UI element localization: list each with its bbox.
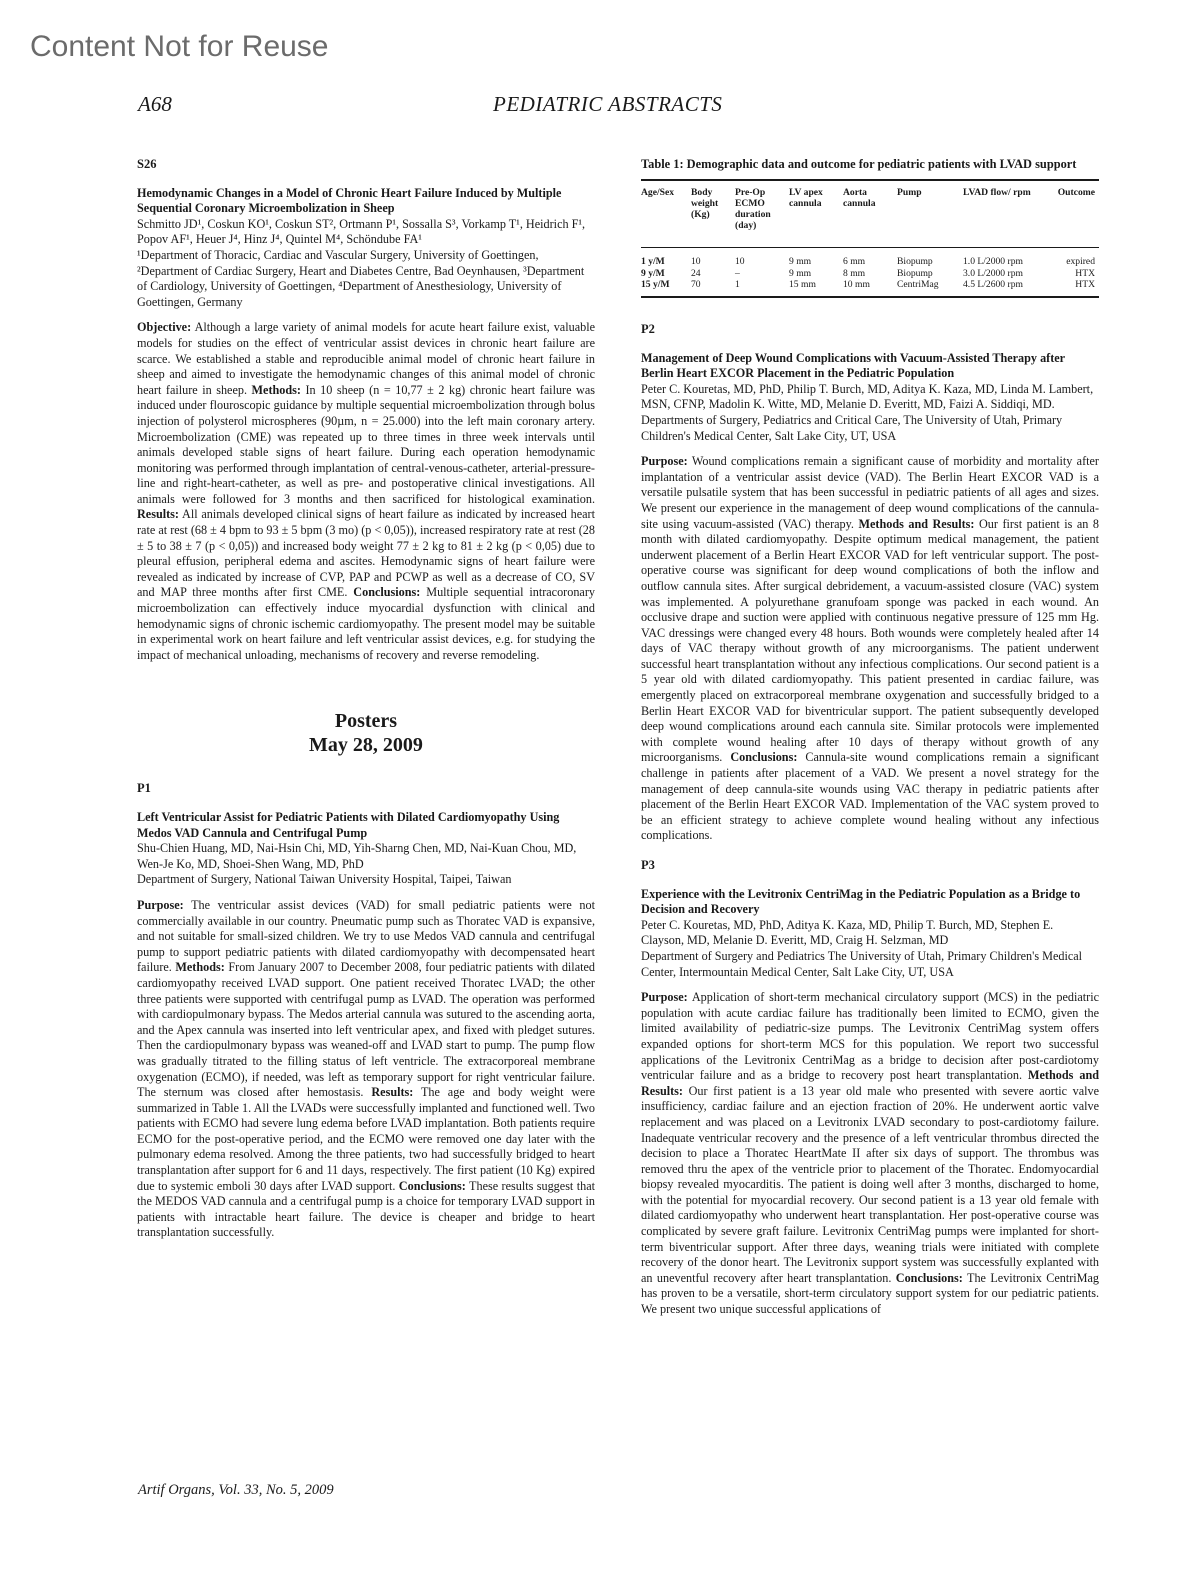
- conclusions-text: These results suggest that the MEDOS VAD cannula and a centrifugal pump is a choice for temporary LVAD support in patients with intractable heart failure. The device is cheaper and bridge to heart transplantation successfully.: [137, 1178, 595, 1240]
- table-cell: 1.0 L/2000 rpm: [963, 256, 1023, 268]
- abstract-affiliations: Department of Surgery and Pediatrics The University of Utah, Primary Children's Medical Center, Intermountain Medical Center, Salt Lake City, UT, USA: [641, 948, 1083, 979]
- posters-date: May 28, 2009: [309, 734, 423, 757]
- abstract-affiliations: Department of Surgery, National Taiwan University Hospital, Taipei, Taiwan: [137, 872, 512, 887]
- table-row: [641, 279, 1099, 297]
- conclusions-label: Conclusions:: [353, 585, 421, 600]
- table-cell: 10: [735, 256, 745, 268]
- table-cell: –: [735, 267, 740, 279]
- table-cell: expired: [1066, 256, 1095, 268]
- results-text: The age and body weight were summarized in Table 1. All the LVADs were successfully implanted and functioned well. Two patients with ECMO had severe lung edema before LVAD implantation. Both patients require ECMO for the post-operative period, and the ECMO were removed one day later with the pulmonary edema resolved. Among the three patients, two had successfully bridged to heart transplantation after support for 6 and 11 days, respectively. The first patient (10 Kg) expired due to systemic emboli 30 days after LVAD support.: [137, 1085, 595, 1193]
- conclusions-text: The Levitronix CentriMag has proven to be a versatile, short-term circulatory support system for our pediatric patients. We present two unique successful applications of: [641, 1270, 1100, 1317]
- purpose-text: Wound complications remain a significant cause of morbidity and mortality after implantation of a ventricular assist device (VAD). The Berlin Heart EXCOR VAD is a versatile pulsatile system that has been successful in pediatric patients of all ages and sizes. We present our experience in the management of deep wound complications of the cannula-site using vacuum-assisted (VAC) therapy.: [641, 454, 1099, 531]
- table-cell: Biopump: [897, 267, 933, 279]
- posters-title: Posters: [334, 710, 398, 733]
- abstract-id: S26: [137, 157, 157, 171]
- table-cell: 10 mm: [843, 278, 870, 290]
- table-header-row: [641, 180, 1099, 248]
- table-cell: 8 mm: [843, 267, 866, 279]
- table-cell: 9 mm: [789, 267, 812, 279]
- abstract-body: [137, 898, 595, 1241]
- purpose-text: Application of short-term mechanical circulatory support (MCS) in the pediatric population with acute cardiac failure has traditionally been limited to ECMO, given the limited availability of pediatric-size pumps. The Levitronix CentriMag system offers expanded options for short-term MCS for this population. We report two successful applications of the Levitronix CentriMag as a bridge to decision after post-cardiotomy ventricular failure and as a bridge to recovery post heart transplantation.: [641, 990, 1099, 1083]
- abstract-p1: [137, 781, 595, 1241]
- table-cell: 15 mm: [789, 278, 816, 290]
- conclusions-text: Multiple sequential intracoronary microembolization can effectively induce myocardial dysfunction with clinical and hemodynamic signs of chronic ischemic cardiomyopathy. The present model may be suitable in experimental work on heart failure and left ventricular assist devices, e.g. for studying the impact of mechanical unloading, mechanisms of recovery and reverse remodeling.: [137, 585, 595, 662]
- journal-citation-footer: Artif Organs, Vol. 33, No. 5, 2009: [138, 1482, 334, 1498]
- abstract-p3: [641, 858, 1099, 1318]
- table-cell: 1 y/M: [641, 256, 665, 268]
- table-cell: 24: [691, 267, 701, 279]
- abstract-body: [641, 454, 1099, 844]
- table-cell: CentriMag: [897, 278, 939, 290]
- methods-label: Methods:: [251, 382, 301, 397]
- demographic-table: [641, 179, 1099, 298]
- table-header-cell: Aorta cannula: [843, 186, 876, 209]
- objective-label: Objective:: [137, 320, 192, 335]
- conclusions-text: Cannula-site wound complications remain a significant challenge in patients after placement of a VAD. We present a novel strategy for the management of deep cannula-site wounds using VAC therapy in pediatric patients after placement of the Berlin Heart EXCOR VAD. Implementation of the VAC system proved to be an efficient strategy to achieve complete wound healing without any infectious complications.: [641, 750, 1099, 843]
- table-cell: Biopump: [897, 256, 933, 268]
- abstract-affiliations: Departments of Surgery, Pediatrics and Critical Care, The University of Utah, Primary Children's Medical Center, Salt Lake City, UT, USA: [641, 412, 1063, 443]
- page-number: A68: [138, 92, 172, 116]
- table-header-cell: Pump: [897, 186, 922, 198]
- abstract-title: Hemodynamic Changes in a Model of Chronic Heart Failure Induced by Multiple Sequential Coronary Microembolization in Sheep: [137, 185, 562, 216]
- results-text: All animals developed clinical signs of heart failure as indicated by increased heart rate at rest (68 ± 4 bpm to 93 ± 5 bpm (3 mo) (p < 0,05)), increased respiratory rate at rest (28 ± 5 to 38 ± 7 (p < 0,05)) and increased body weight 77 ± 2 kg to 81 ± 2 kg (p < 0,05) due to pleural effusion, peripheral edema and ascites. Hemodynamic signs of heart failure were revealed as indicated by increase of CVP, PAP and PCWP as well as a decrease of CO, SV and MAP three months after first CME.: [137, 507, 595, 600]
- abstract-title: Left Ventricular Assist for Pediatric Patients with Dilated Cardiomyopathy Using Medos VAD Cannula and Centrifugal Pump: [137, 810, 560, 840]
- abstract-body: [137, 320, 595, 663]
- spacer: [641, 844, 1099, 858]
- purpose-text: The ventricular assist devices (VAD) for small pediatric patients were not commercially available in our country. Pneumatic pump such as Thoratec VAD is expansive, and not suitable for small-sized children. We try to use Medos VAD cannula and centrifugal pump to support pediatric patients with dilated cardiomyopathy with decompensated heart failure.: [137, 897, 595, 975]
- abstract-id: P3: [641, 858, 655, 873]
- abstract-s26: [137, 157, 595, 663]
- methods-label: Methods and Results:: [641, 1068, 1100, 1098]
- abstract-title: Management of Deep Wound Complications with Vacuum-Assisted Therapy after Berlin Heart EXCOR Placement in the Pediatric Population: [641, 350, 1065, 381]
- objective-text: Although a large variety of animal models for acute heart failure exist, valuable models for studies on the effect of ventricular assist devices in chronic heart failure are scarce. We established a stable and reproducible animal model of chronic heart failure in sheep and aimed to investigate the hemodynamic changes of this animal model of chronic heart failure in sheep.: [137, 320, 595, 397]
- conclusions-label: Conclusions:: [730, 750, 798, 765]
- methods-text: In 10 sheep (n = 10,77 ± 2 kg) chronic heart failure was induced under flouroscopic guidance by multiple sequential microembolization through bolus injection of polysterol microspheres (90µm, n = 25.000) into the left main coronary artery. Microembolization (CME) was repeated up to three times in three week intervals until animals developed stable signs of heart failure. During each operation hemodynamic monitoring was performed through implantation of central-venous-catheter, arterial-pressure-line and right-heart-catheter, as well as pre- and postoperative clinical investigations. All animals were followed for 3 months and then sacrificed for histological examination.: [137, 382, 595, 506]
- table-header-cell: LV apex cannula: [789, 186, 823, 209]
- abstract-title: Experience with the Levitronix CentriMag in the Pediatric Population as a Bridge to Decision and Recovery: [641, 886, 1081, 917]
- purpose-label: Purpose:: [641, 454, 688, 469]
- abstract-affiliations: ¹Department of Thoracic, Cardiac and Vascular Surgery, University of Goettingen, ²Department of Cardiac Surgery, Heart and Diabetes Centre, Bad Oeynhausen, ³Department of Cardiology, University of Goettingen, ⁴Department of Anesthesiology, University of Goettingen, Germany: [137, 247, 585, 309]
- table-cell: 70: [691, 278, 701, 290]
- abstract-id: P1: [137, 781, 151, 796]
- table-cell: HTX: [1075, 267, 1095, 279]
- table-row: [641, 248, 1099, 268]
- table-cell: 1: [735, 278, 740, 290]
- posters-heading: [137, 709, 595, 757]
- watermark: Content Not for Reuse: [30, 30, 329, 63]
- results-label: Results:: [137, 507, 179, 522]
- conclusions-label: Conclusions:: [398, 1178, 466, 1193]
- journal-section: PEDIATRIC ABSTRACTS: [493, 92, 723, 116]
- abstract-authors: Peter C. Kouretas, MD, PhD, Philip T. Burch, MD, Aditya K. Kaza, MD, Linda M. Lambert, MSN, CFNP, Madolin K. Witte, MD, Melanie D. Everitt, MD, Faizi A. Siddiqi, MD.: [641, 381, 1094, 412]
- results-label: Results:: [371, 1085, 414, 1100]
- table-cell: 6 mm: [843, 256, 866, 268]
- abstract-p2: [641, 322, 1099, 844]
- abstract-body: [641, 990, 1099, 1317]
- table-header-cell: Age/Sex: [641, 186, 675, 198]
- methods-text: Our first patient is an 8 month with dilated cardiomyopathy. Despite optimum medical management, the patient underwent placement of a Berlin Heart EXCOR VAD for left ventricular support. The post-operative course was significant for deep wound complications of both the inflow and outflow cannula sites. After surgical debridement, a vacuum-assisted closure (VAC) system was implemented. A polyurethane granufoam sponge was packed in each wound. An occlusive drape and suction were applied with continuous negative pressure of 125 mm Hg. VAC dressings were changed every 48 hours. Both wounds were completely healed after 14 days of VAC therapy without growth of any microorganisms. The patient underwent successful heart transplantation without any infectious complications. Our second patient is a 5 year old with dilated cardiomyopathy. This patient presented in cardiac failure, was emergently placed on extracorporeal membrane oxygenation and successfully bridged to a Berlin Heart EXCOR VAD for biventricular support. The patient subsequently developed deep wound complications around each cannula site. Similar protocols were implemented with complete wound healing after 10 days of therapy without growth of any microorganisms.: [641, 516, 1099, 765]
- table-header-cell: LVAD flow/ rpm: [963, 186, 1031, 198]
- purpose-label: Purpose:: [137, 897, 184, 912]
- table-header-cell: Body weight (Kg): [691, 186, 719, 220]
- spacer: [641, 298, 1099, 322]
- table-cell: 9 y/M: [641, 267, 665, 279]
- methods-text: Our first patient is a 13 year old male who presented with severe aortic valve insufficiency, cardiac failure and an ejection fraction of 20%. He underwent aortic valve replacement and was placed on a Levitronix LVAD secondary to post-cardiotomy failure. Inadequate ventricular recovery and the presence of a left ventricular thrombus directed the decision to place a Thoratec HeartMate II after six days of support. The thrombus was removed thru the apex of the ventricle prior to placement of the Thoratec. Endomyocardial biopsy revealed myocarditis. The patient is doing well after 3 months, discharged to home, with the potential for myocardial recovery. Our second patient is a 13 year old female with dilated cardiomyopathy who underwent heart transplantation. Her post-operative course was complicated by severe graft failure. Levitronix CentriMag pumps were implanted for short-term biventricular support. After three days, weaning trials were initiated with complete recovery of the donor heart. The Levitronix support system was successfully explanted with an uneventful recovery after heart transplantation.: [641, 1083, 1099, 1285]
- abstract-authors: Peter C. Kouretas, MD, PhD, Aditya K. Kaza, MD, Philip T. Burch, MD, Stephen E. Clayson, MD, Melanie D. Everitt, MD, Craig H. Selzman, MD: [641, 917, 1054, 948]
- methods-text: From January 2007 to December 2008, four pediatric patients with dilated cardiomyopathy received LVAD support. One patient received Thoratec LVAD; the other three patients were supported with centrifugal pump as LVAD. The operation was performed with cardiopulmonary bypass. The Medos arterial cannula was sutured to the ascending aorta, and the Apex cannula was inserted into left ventricular apex, and fixed with pledget sutures. Then the cardiopulmonary bypass was weaned-off and LVAD start to pump. The pump flow was gradually titrated to the filling status of left ventricle. The extracorporeal membrane oxygenation (ECMO), if needed, was left as temporary support for right ventricular failure. The sternum was closed after hemostasis.: [137, 960, 595, 1100]
- right-column: [641, 157, 1099, 1318]
- table-cell: HTX: [1075, 278, 1095, 290]
- table-row: [641, 268, 1099, 279]
- table-caption: Table 1: Demographic data and outcome for pediatric patients with LVAD support: [641, 157, 1077, 171]
- table-header-cell: Outcome: [1057, 186, 1095, 198]
- methods-label: Methods:: [175, 960, 225, 975]
- table-header-cell: Pre-Op ECMO duration (day): [735, 186, 771, 232]
- purpose-label: Purpose:: [641, 990, 688, 1005]
- table-cell: 10: [691, 256, 701, 268]
- abstract-authors: Schmitto JD¹, Coskun KO¹, Coskun ST², Ortmann P¹, Sossalla S³, Vorkamp T¹, Heidrich F¹, Popov AF¹, Heuer J⁴, Hinz J⁴, Quintel M⁴, Schöndube FA¹: [137, 216, 586, 247]
- abstract-authors: Shu-Chien Huang, MD, Nai-Hsin Chi, MD, Yih-Sharng Chen, MD, Nai-Kuan Chou, MD, Wen-Je Ko, MD, Shoei-Shen Wang, MD, PhD: [137, 841, 577, 871]
- table-1: [641, 157, 1099, 298]
- table-cell: 3.0 L/2000 rpm: [963, 267, 1023, 279]
- methods-label: Methods and Results:: [858, 516, 975, 531]
- table-cell: 15 y/M: [641, 278, 670, 290]
- table-cell: 9 mm: [789, 256, 812, 268]
- left-column: [137, 157, 595, 1241]
- conclusions-label: Conclusions:: [895, 1270, 963, 1285]
- abstract-id: P2: [641, 322, 655, 337]
- table-cell: 4.5 L/2600 rpm: [963, 278, 1023, 290]
